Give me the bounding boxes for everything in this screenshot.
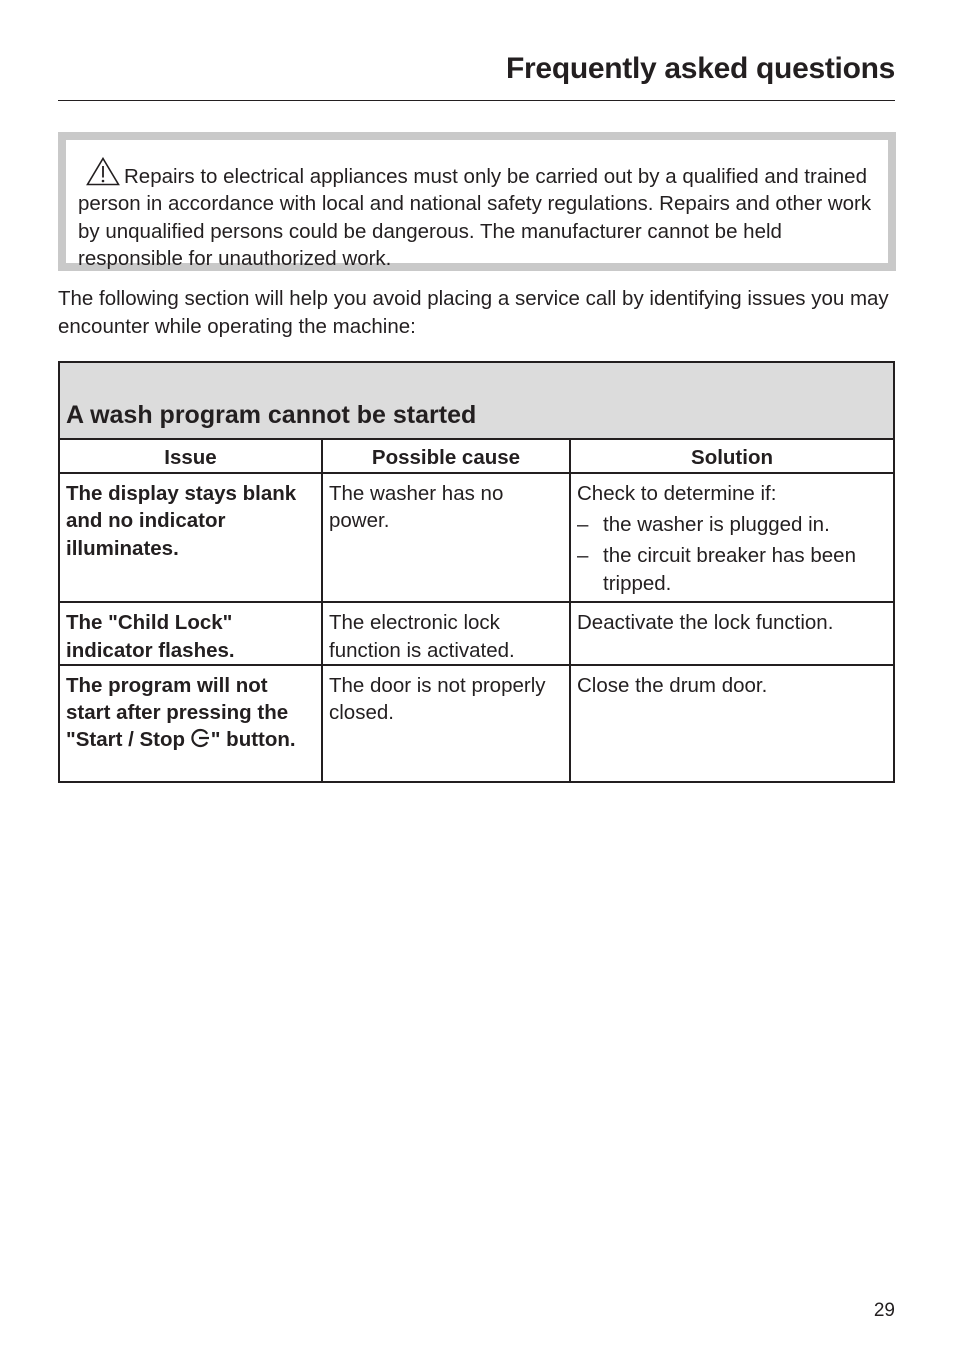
cause-cell: The washer has no power. <box>322 473 570 602</box>
issue-cell <box>59 665 322 782</box>
issue-cell: The "Child Lock" indicator flashes. <box>59 602 322 665</box>
table-row <box>59 473 894 602</box>
list-item: – the washer is plugged in. <box>577 511 887 539</box>
cause-cell: The electronic lock function is activated. <box>322 602 570 665</box>
warning-content <box>66 140 888 270</box>
warning-box <box>58 132 896 271</box>
cause-cell: The door is not properly closed. <box>322 665 570 782</box>
warning-text: Repairs to electrical appliances must only be carried out by a qualified and trained person in accordance with local and national safety regulations. Repairs and other work by unqualified persons could be dangerous. The manufacturer cannot be held responsible for unauthorized work. <box>78 165 872 270</box>
issue-cell: The display stays blank and no indicator illuminates. <box>59 473 322 602</box>
column-header-row <box>59 439 894 473</box>
solution-cell: Deactivate the lock function. <box>570 602 894 665</box>
solution-text: Check to determine if: <box>577 482 777 505</box>
start-stop-icon <box>191 728 211 748</box>
solution-cell <box>570 473 894 602</box>
column-header-solution: Solution <box>570 439 894 473</box>
solution-list <box>577 511 887 598</box>
issue-text: The program will not start after pressing the "Start / Stop <box>66 673 289 752</box>
page-title: Frequently asked questions <box>506 52 895 85</box>
list-item: – the circuit breaker has been tripped. <box>577 542 887 598</box>
solution-cell: Close the drum door. <box>570 665 894 782</box>
section-header-row <box>59 362 894 439</box>
troubleshooting-table <box>58 361 895 783</box>
table-row <box>59 665 894 782</box>
warning-triangle-icon <box>86 157 120 186</box>
table-row <box>59 602 894 665</box>
column-header-cause: Possible cause <box>322 439 570 473</box>
column-header-issue: Issue <box>59 439 322 473</box>
section-title: A wash program cannot be started <box>59 362 894 439</box>
intro-text: The following section will help you avoid placing a service call by identifying issues you may encounter while operating the machine: <box>58 287 889 338</box>
page-number: 29 <box>873 1300 895 1321</box>
title-divider <box>58 100 895 101</box>
issue-text: " button. <box>210 728 296 752</box>
